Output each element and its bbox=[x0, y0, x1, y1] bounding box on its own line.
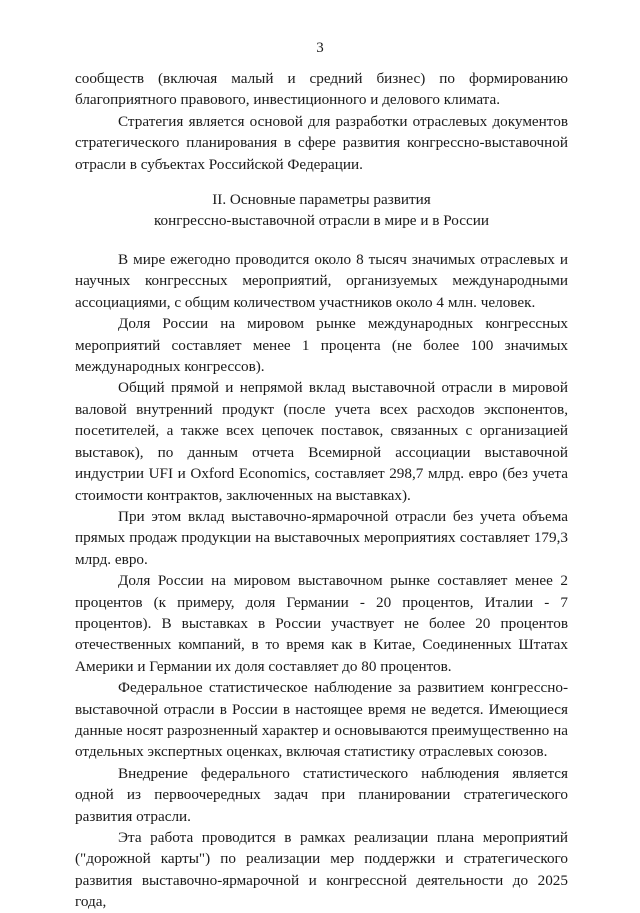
document-body bbox=[75, 68, 568, 913]
paragraph-statistics-observation: Федеральное статистическое наблюдение за развитием конгрессно-выставочной отрасли в России в настоящее время не ведется. Имеющиеся данные носят разрозненный характер и основываются преимущественно на отдельных экспертных оценках, включая статистику отраслевых союзов. bbox=[75, 679, 568, 761]
paragraph-roadmap: Эта работа проводится в рамках реализации плана мероприятий ("дорожной карты") по реализации мер поддержки и стратегического развития выставочно-ярмарочной и конгрессной деятельности до 2025 года, bbox=[75, 829, 568, 911]
page-number: 3 bbox=[316, 40, 324, 56]
paragraph-russia-congress-share: Доля России на мировом рынке международных конгрессных мероприятий составляет менее 1 процента (не более 100 значимых международных конгрессов). bbox=[75, 315, 568, 376]
paragraph-strategy-basis: Стратегия является основой для разработки отраслевых документов стратегического планирования в сфере развития конгрессно-выставочной отрасли в субъектах Российской Федерации. bbox=[75, 112, 568, 173]
paragraph-statistics-priority: Внедрение федерального статистического наблюдения является одной из первоочередных задач при планировании стратегического развития отрасли. bbox=[75, 764, 568, 825]
paragraph-exhibition-gdp-contribution: Общий прямой и непрямой вклад выставочной отрасли в мировой валовой внутренний продукт (после учета всех расходов экспонентов, посетителей, а также всех цепочек поставок, связанных с организацией выставок), по данным отчета Всемирной ассоциации выставочной индустрии UFI и Oxford Economics, составляет 298,7 млрд. евро (без учета стоимости контрактов, заключенных на выставках). bbox=[75, 379, 568, 504]
section-heading-line-1: II. Основные параметры развития bbox=[212, 191, 431, 209]
paragraph-world-congresses: В мире ежегодно проводится около 8 тысяч значимых отраслевых и научных конгрессных мероприятий, организуемых международными ассоциациями, с общим количеством участников около 4 млн. человек. bbox=[75, 251, 568, 311]
paragraph-russia-exhibition-share: Доля России на мировом выставочном рынке составляет менее 2 процентов (к примеру, доля Германии - 20 процентов, Италии - 7 процентов). В выставках в России участвует не более 20 процентов отечественных компаний, в то время как в Китае, Соединенных Штатах Америки и Германии их доля составляет до 80 процентов. bbox=[75, 572, 568, 675]
paragraph-continuation: сообществ (включая малый и средний бизнес) по формированию благоприятного правового, инвестиционного и делового климата. bbox=[75, 70, 568, 109]
section-heading-line-2: конгрессно-выставочной отрасли в мире и в России bbox=[153, 212, 490, 230]
section-heading bbox=[75, 189, 568, 231]
paragraph-direct-sales-contribution: При этом вклад выставочно-ярмарочной отрасли без учета объема прямых продаж продукции на выставочных мероприятиях составляет 179,3 млрд. евро. bbox=[75, 507, 568, 568]
